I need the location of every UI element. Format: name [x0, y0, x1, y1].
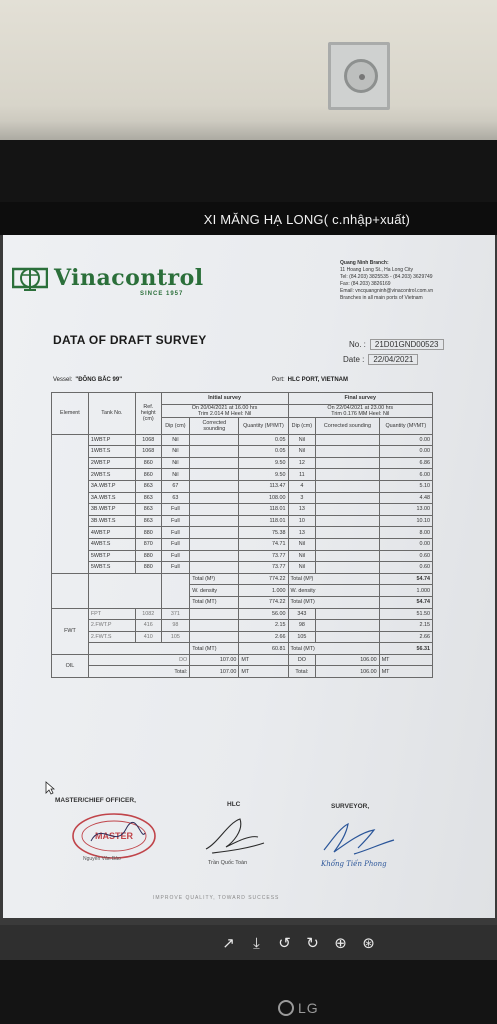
corrected-final-cell: [316, 515, 380, 527]
final-time: 23.00: [370, 404, 385, 411]
corrected-initial-cell: [190, 446, 239, 458]
qty-final-cell: 8.00: [379, 527, 432, 539]
corrected-initial-cell: [190, 550, 239, 562]
corrected-final-cell: [316, 550, 380, 562]
company-name: Vinacontrol: [54, 265, 204, 291]
tank-cell: 3A.WBT.P: [88, 480, 135, 492]
qty-final-cell: 5.10: [379, 480, 432, 492]
fwt-ref: 416: [135, 620, 161, 632]
branch-line: 11 Hoang Long St., Ha Long City: [340, 267, 414, 273]
tank-cell: 3A.WBT.S: [88, 492, 135, 504]
branch-line: Email: vncquangninh@vinacontrol.com.vn: [340, 288, 434, 294]
tank-cell: 5WBT.P: [88, 550, 135, 562]
fwt-total-label-final: Total (MT): [288, 643, 379, 655]
ballast-row: [52, 434, 433, 446]
oil-unit-initial: MT: [239, 666, 288, 678]
dip-initial-cell: Nil: [161, 446, 190, 458]
zoom-in-icon[interactable]: ⊕: [334, 933, 347, 952]
fwt-total-initial: 60.81: [239, 643, 288, 655]
date-value: 22/04/2021: [368, 354, 418, 365]
ballast-row: [52, 527, 433, 539]
qty-final-cell: 6.86: [379, 457, 432, 469]
oil-total-initial: 107.00: [190, 666, 239, 678]
fwt-dip1: 98: [161, 620, 190, 632]
dip-final-cell: 4: [288, 480, 316, 492]
qty-final-cell: 10.10: [379, 515, 432, 527]
initial-on-label: On: [191, 404, 199, 411]
dip-initial-cell: Full: [161, 550, 190, 562]
dip-initial-cell: Full: [161, 538, 190, 550]
port: [272, 377, 348, 383]
fwt-tank: 2.FWT.S: [88, 631, 135, 643]
header-corrected-final: Corrected sounding: [316, 417, 380, 434]
oil-total-label-final: Total:: [288, 666, 316, 678]
download-icon[interactable]: ⤓: [253, 933, 260, 952]
port-label: Port:: [272, 377, 285, 383]
fwt-element: FWT: [52, 608, 89, 654]
do-final: 106.00: [316, 654, 380, 666]
dip-final-cell: Nil: [288, 550, 316, 562]
corrected-initial-cell: [190, 504, 239, 516]
ref-cell: 1068: [135, 446, 161, 458]
qty-final-cell: 4.48: [379, 492, 432, 504]
corrected-initial-cell: [190, 434, 239, 446]
master-signature-label: MASTER/CHIEF OFFICER,: [55, 797, 136, 804]
ballast-row: [52, 504, 433, 516]
dip-final-cell: Nil: [288, 538, 316, 550]
dip-initial-cell: Full: [161, 562, 190, 574]
branch-line: Tel: (84.203) 3825535 - (84.203) 3629749: [340, 274, 433, 280]
qty-initial-cell: 9.50: [239, 469, 288, 481]
document-title: DATA OF DRAFT SURVEY: [53, 333, 207, 347]
initial-at-label: at: [228, 404, 234, 411]
branch-line: Quang Ninh Branch:: [340, 260, 389, 266]
zoom-fit-icon[interactable]: ⊛: [362, 933, 375, 952]
do-label-final: DO: [288, 654, 316, 666]
dip-initial-cell: 63: [161, 492, 190, 504]
final-on-label: On: [327, 404, 335, 411]
master-stamp: [71, 811, 157, 861]
fwt-ref: 1082: [135, 608, 161, 620]
total-mt-label: Total (MT): [190, 596, 239, 608]
qty-initial-cell: 108.00: [239, 492, 288, 504]
header-dip-final: Dip (cm): [288, 417, 316, 434]
branch-line: Branches in all main ports of Vietnam: [340, 295, 423, 301]
ballast-row: [52, 469, 433, 481]
date-label: Date :: [343, 355, 365, 364]
tank-cell: 3B.WBT.P: [88, 504, 135, 516]
header-element: Element: [52, 393, 89, 435]
corrected-final-cell: [316, 562, 380, 574]
dip-final-cell: 13: [288, 504, 316, 516]
header-corrected-initial: Corrected sounding: [190, 417, 239, 434]
tank-cell: 2WBT.S: [88, 469, 135, 481]
qty-final-cell: 0.60: [379, 562, 432, 574]
monitor-screen: [0, 140, 497, 1024]
header-tank-no: Tank No.: [88, 393, 135, 435]
ref-cell: 870: [135, 538, 161, 550]
dip-final-cell: 10: [288, 515, 316, 527]
final-meta: [288, 404, 432, 417]
company-since: SINCE 1957: [140, 291, 184, 297]
final-heel: Nil: [382, 410, 390, 417]
qty-final-cell: 0.00: [379, 446, 432, 458]
hlc-signature-label: HLC: [227, 801, 241, 808]
wall-shelf: [0, 120, 497, 142]
final-at-label: at: [364, 404, 370, 411]
vessel: [53, 377, 122, 383]
initial-heel: Nil: [244, 410, 252, 417]
corrected-final-cell: [316, 469, 380, 481]
qty-initial-cell: 74.71: [239, 538, 288, 550]
corrected-final-cell: [316, 446, 380, 458]
ref-cell: 880: [135, 562, 161, 574]
do-unit-initial: MT: [239, 654, 288, 666]
initial-trim-unit: M: [224, 410, 230, 417]
surveyor-name: Khổng Tiến Phong: [321, 860, 387, 868]
corrected-final-cell: [316, 527, 380, 539]
qty-final-cell: 6.00: [379, 469, 432, 481]
qty-initial-cell: 118.01: [239, 504, 288, 516]
ref-cell: 880: [135, 550, 161, 562]
fan-icon: [344, 59, 378, 93]
hlc-name: Trần Quốc Toàn: [208, 860, 248, 866]
viewer-toolbar: [0, 925, 497, 960]
density-initial: 1.000: [239, 585, 288, 597]
tank-cell: 4WBT.P: [88, 527, 135, 539]
header-ref-height: Ref. height (cm): [135, 393, 161, 435]
total-mt-final: 54.74: [379, 596, 432, 608]
document-number: [349, 339, 444, 350]
density-label: W. density: [190, 585, 239, 597]
number-value: 21D01GND00523: [370, 339, 444, 350]
corrected-final-cell: [316, 538, 380, 550]
qty-initial-cell: 118.01: [239, 515, 288, 527]
total-m3-final: 54.74: [379, 573, 432, 585]
oil-rows: [52, 654, 433, 677]
dip-final-cell: Nil: [288, 434, 316, 446]
ref-cell: 863: [135, 492, 161, 504]
corrected-final-cell: [316, 480, 380, 492]
qty-final-cell: 0.60: [379, 550, 432, 562]
corrected-initial-cell: [190, 480, 239, 492]
device-brand: LG: [298, 1000, 319, 1016]
dip-final-cell: 12: [288, 457, 316, 469]
tank-cell: 1WBT.P: [88, 434, 135, 446]
dip-final-cell: 3: [288, 492, 316, 504]
fwt-qty1: 2.66: [239, 631, 288, 643]
corrected-initial-cell: [190, 492, 239, 504]
fwt-dip1: 371: [161, 608, 190, 620]
tank-cell: 3B.WBT.S: [88, 515, 135, 527]
dip-initial-cell: 67: [161, 480, 190, 492]
fwt-tank: FPT: [88, 608, 135, 620]
ref-cell: 860: [135, 469, 161, 481]
qty-initial-cell: 73.77: [239, 562, 288, 574]
dip-final-cell: 13: [288, 527, 316, 539]
scale-logo-icon: [12, 263, 48, 293]
corrected-initial-cell: [190, 527, 239, 539]
corrected-final-cell: [316, 504, 380, 516]
dip-initial-cell: Nil: [161, 457, 190, 469]
ballast-row: [52, 562, 433, 574]
qty-final-cell: 0.00: [379, 434, 432, 446]
share-icon[interactable]: ↗: [222, 933, 235, 952]
oil-unit-final: MT: [379, 666, 432, 678]
corrected-final-cell: [316, 492, 380, 504]
fwt-dip1: 105: [161, 631, 190, 643]
corrected-initial-cell: [190, 457, 239, 469]
tank-cell: 4WBT.S: [88, 538, 135, 550]
header-final-survey: Final survey: [288, 393, 432, 405]
qty-initial-cell: 75.38: [239, 527, 288, 539]
corrected-final-cell: [316, 434, 380, 446]
dip-initial-cell: Full: [161, 515, 190, 527]
branch-info: [340, 260, 433, 302]
ballast-row: [52, 550, 433, 562]
rotate-right-icon[interactable]: ↻: [306, 933, 319, 952]
corrected-initial-cell: [190, 538, 239, 550]
dip-initial-cell: Full: [161, 504, 190, 516]
fwt-total-final: 56.31: [379, 643, 432, 655]
ref-cell: 863: [135, 480, 161, 492]
qty-initial-cell: 9.50: [239, 457, 288, 469]
final-date: 22/04/2021: [336, 404, 364, 411]
ballast-totals: [52, 573, 433, 608]
do-initial: 107.00: [190, 654, 239, 666]
tank-cell: 2WBT.P: [88, 457, 135, 469]
initial-trim: 2.014: [209, 410, 224, 417]
qty-initial-cell: 73.77: [239, 550, 288, 562]
fwt-dip2: 98: [288, 620, 316, 632]
initial-trim-label: Trim: [197, 410, 209, 417]
ref-cell: 863: [135, 515, 161, 527]
initial-heel-label: Heel:: [230, 410, 244, 417]
surveyor-signature-label: SURVEYOR,: [331, 803, 370, 810]
fwt-qty1: 56.00: [239, 608, 288, 620]
dip-initial-cell: Nil: [161, 434, 190, 446]
final-trim-label: Trim: [331, 410, 342, 417]
image-viewer[interactable]: [0, 235, 497, 925]
do-label-initial: DO: [88, 654, 189, 666]
qty-final-cell: 13.00: [379, 504, 432, 516]
corrected-initial-cell: [190, 562, 239, 574]
qty-initial-cell: 113.47: [239, 480, 288, 492]
final-trim-unit: MM: [358, 410, 368, 417]
ballast-row: [52, 538, 433, 550]
oil-element: OIL: [52, 654, 89, 677]
header-dip-initial: Dip (cm): [161, 417, 190, 434]
density-label-final: W. density: [288, 585, 379, 597]
ref-cell: 863: [135, 504, 161, 516]
port-value: HLC PORT, VIETNAM: [287, 377, 349, 383]
rotate-left-icon[interactable]: ↺: [278, 933, 291, 952]
final-hrs-label: hrs: [385, 404, 394, 411]
do-unit-final: MT: [379, 654, 432, 666]
fwt-tank: 2.FWT.P: [88, 620, 135, 632]
final-trim: 0.176: [343, 410, 357, 417]
fwt-dip2: 343: [288, 608, 316, 620]
survey-document: [3, 235, 495, 918]
dip-initial-cell: Nil: [161, 469, 190, 481]
fwt-rows: [52, 608, 433, 654]
ballast-row: [52, 515, 433, 527]
ballast-rows: [52, 434, 433, 573]
lg-circle-icon: [278, 1000, 294, 1016]
corrected-final-cell: [316, 457, 380, 469]
initial-time: 16.00: [234, 404, 249, 411]
density-final: 1.000: [379, 585, 432, 597]
survey-table: [51, 392, 433, 678]
fwt-qty2: 51.50: [379, 608, 432, 620]
total-m3-label: Total (M³): [190, 573, 239, 585]
dip-final-cell: 11: [288, 469, 316, 481]
fwt-qty2: 2.15: [379, 620, 432, 632]
surveyor-signature: [318, 820, 398, 858]
header-initial-survey: Initial survey: [161, 393, 288, 405]
ballast-row: [52, 457, 433, 469]
footer-motto: IMPROVE QUALITY, TOWARD SUCCESS: [153, 895, 280, 901]
total-m3-initial: 774.22: [239, 573, 288, 585]
ballast-row: [52, 492, 433, 504]
corrected-initial-cell: [190, 515, 239, 527]
ref-cell: 860: [135, 457, 161, 469]
ref-cell: 1068: [135, 434, 161, 446]
initial-meta: [161, 404, 288, 417]
qty-final-cell: 0.00: [379, 538, 432, 550]
document-date: [343, 354, 418, 365]
stamp-text: MASTER: [95, 831, 133, 841]
initial-date: 20/04/2021: [200, 404, 228, 411]
mouse-cursor-icon: [45, 781, 55, 795]
ballast-element-cell: [52, 434, 89, 573]
fwt-total-label: Total (MT): [190, 643, 239, 655]
total-mt-initial: 774.22: [239, 596, 288, 608]
ballast-row: [52, 446, 433, 458]
fwt-dip2: 105: [288, 631, 316, 643]
ref-cell: 880: [135, 527, 161, 539]
fwt-ref: 410: [135, 631, 161, 643]
fwt-qty1: 2.15: [239, 620, 288, 632]
qty-initial-cell: 0.05: [239, 434, 288, 446]
tank-cell: 5WBT.S: [88, 562, 135, 574]
total-m3-label-final: Total (M³): [288, 573, 379, 585]
oil-total-label-initial: Total:: [88, 666, 189, 678]
number-label: No. :: [349, 340, 366, 349]
vessel-value: "ĐÔNG BẮC 99": [75, 377, 123, 383]
header-quantity-final: Quantity (M³/MT): [379, 417, 432, 434]
dip-initial-cell: Full: [161, 527, 190, 539]
fwt-qty2: 2.66: [379, 631, 432, 643]
final-heel-label: Heel:: [368, 410, 382, 417]
wall-vent: [328, 42, 390, 110]
corrected-initial-cell: [190, 469, 239, 481]
total-mt-label-final: Total (MT): [288, 596, 379, 608]
ballast-row: [52, 480, 433, 492]
window-title: XI MĂNG HẠ LONG( c.nhập+xuất): [0, 202, 497, 236]
tank-cell: 1WBT.S: [88, 446, 135, 458]
master-name: Nguyễn Văn Bảo: [83, 856, 121, 862]
dip-final-cell: Nil: [288, 446, 316, 458]
device-brand-logo: [278, 1000, 319, 1016]
header-quantity-initial: Quantity (M³/MT): [239, 417, 288, 434]
qty-initial-cell: 0.05: [239, 446, 288, 458]
initial-hrs-label: hrs: [249, 404, 258, 411]
dip-final-cell: Nil: [288, 562, 316, 574]
branch-line: Fax: (84.203) 3826169: [340, 281, 391, 287]
oil-total-final: 106.00: [316, 666, 380, 678]
vessel-label: Vessel:: [53, 377, 73, 383]
hlc-signature: [198, 813, 268, 859]
